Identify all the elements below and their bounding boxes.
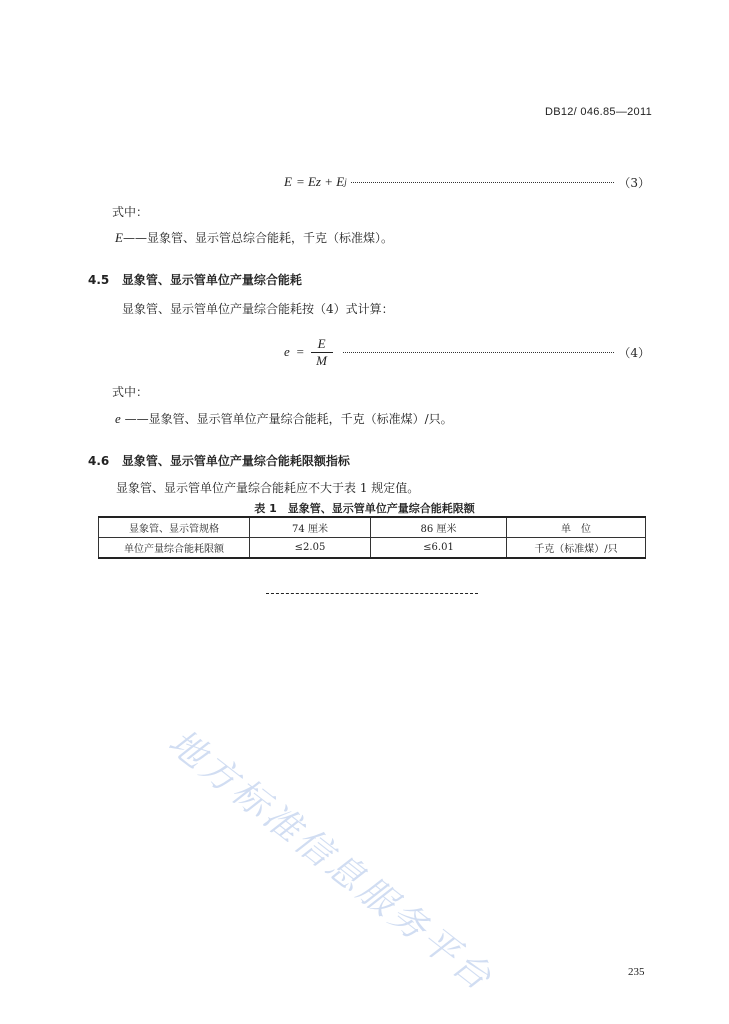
formula-4-denominator: M — [316, 352, 327, 368]
section-4-6-number: 4.6 — [88, 454, 110, 468]
formula-3-lhs: E — [284, 174, 292, 189]
where-definition-2 — [115, 412, 453, 426]
standard-code: DB12/ 046.85—2011 — [544, 106, 652, 118]
formula-3 — [284, 174, 650, 190]
table-header-spec: 显象管、显示管规格 — [99, 517, 250, 538]
table-cell-label: 单位产量综合能耗限额 — [99, 538, 250, 559]
formula-3-number: （3） — [618, 175, 650, 190]
section-4-5-number: 4.5 — [88, 273, 110, 287]
formula-4-equals: = — [295, 344, 305, 359]
page-number: 235 — [628, 966, 645, 978]
where-label-2: 式中： — [112, 385, 149, 399]
section-4-5-intro: 显象管、显示管单位产量综合能耗按（4）式计算： — [122, 302, 394, 316]
formula-3-leader — [351, 182, 615, 183]
table-cell-unit: 千克（标准煤）/只 — [507, 538, 646, 559]
table-1 — [98, 516, 646, 559]
table-cell-86cm: ≤6.01 — [371, 538, 507, 559]
formula-4-leader — [343, 352, 615, 353]
section-4-6-heading — [88, 452, 350, 469]
where-2-symbol: e — [115, 411, 121, 426]
table-cell-74cm: ≤2.05 — [250, 538, 371, 559]
where-2-description: ——显象管、显示管单位产量综合能耗，千克（标准煤）/只。 — [124, 412, 453, 426]
where-1-symbol: E — [115, 230, 123, 245]
formula-3-rhs: = Ez + E — [295, 174, 345, 189]
section-4-6-intro: 显象管、显示管单位产量综合能耗应不大于表 1 规定值。 — [116, 481, 420, 495]
table-header-unit: 单 位 — [507, 517, 646, 538]
section-4-6-title: 显象管、显示管单位产量综合能耗限额指标 — [121, 454, 350, 468]
section-4-5-title: 显象管、显示管单位产量综合能耗 — [121, 273, 302, 287]
table-header-74cm: 74 厘米 — [250, 517, 371, 538]
formula-4-fraction — [311, 336, 333, 369]
table-1-caption: 表 1 显象管、显示管单位产量综合能耗限额 — [254, 502, 475, 515]
section-4-5-heading — [88, 271, 302, 288]
table-row — [99, 538, 646, 559]
where-definition-1 — [115, 231, 393, 245]
table-header-86cm: 86 厘米 — [371, 517, 507, 538]
formula-4-numerator: E — [317, 335, 326, 351]
table-header-row — [99, 517, 646, 538]
where-label-1: 式中： — [112, 205, 149, 219]
formula-4 — [284, 335, 650, 369]
formula-4-lhs: e — [284, 344, 290, 359]
watermark: 地方标准信息服务平台 — [160, 721, 501, 1001]
where-1-description: ——显象管、显示管总综合能耗，千克（标准煤）。 — [122, 231, 393, 245]
formula-3-subscript: j — [344, 177, 347, 187]
end-of-text-rule — [266, 593, 478, 594]
formula-4-number: （4） — [618, 345, 650, 360]
